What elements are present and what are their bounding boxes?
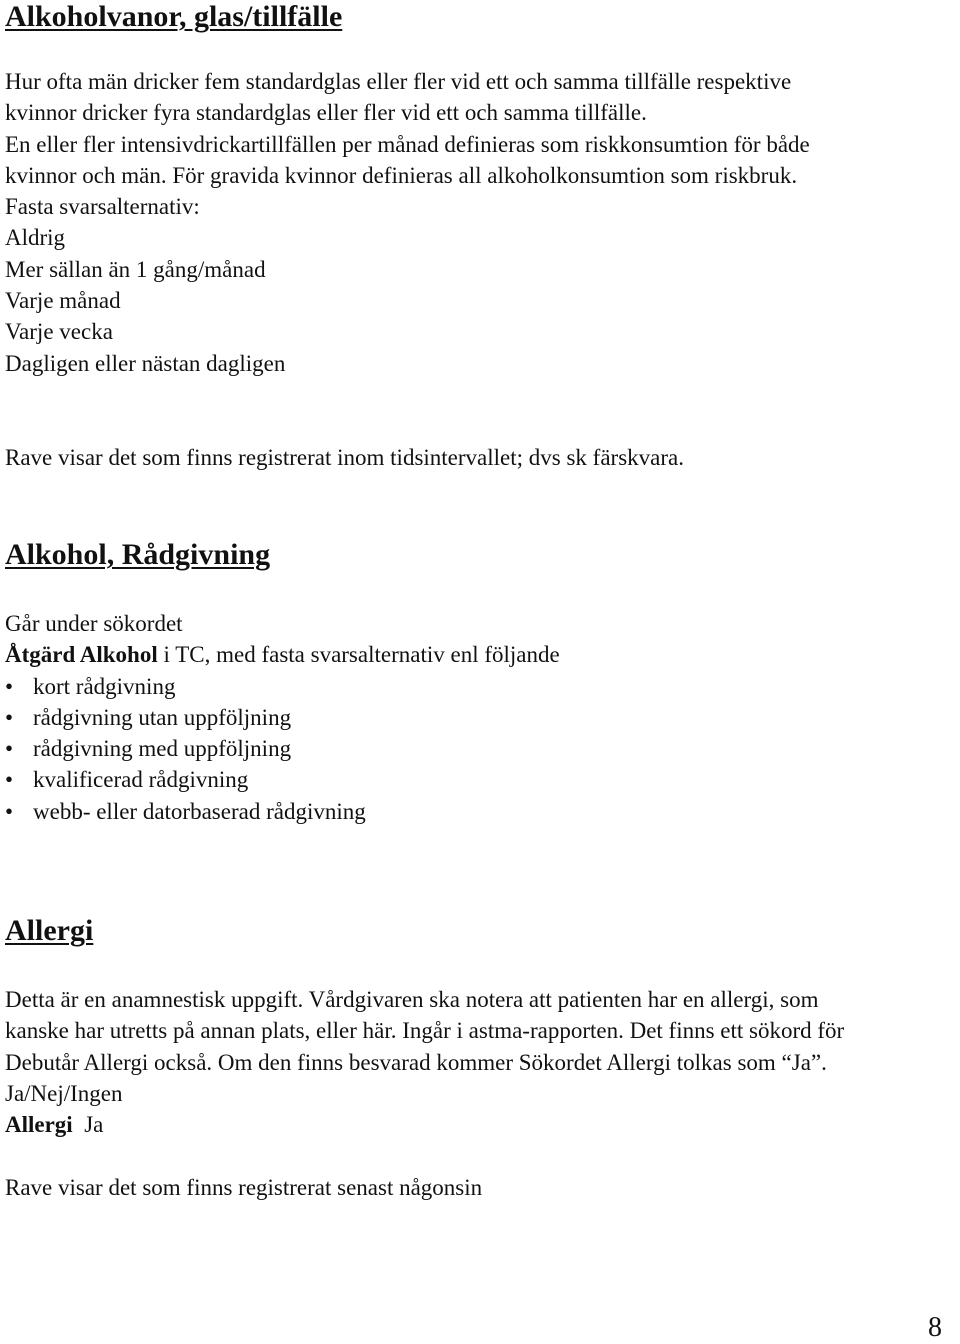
description-line: Detta är en anamnestisk uppgift. Vårdgivaren ska notera att patienten har en allergi, som: [5, 987, 819, 1012]
bullet-list: [5, 671, 560, 827]
section-note: Rave visar det som finns registrerat senast någonsin: [5, 1175, 483, 1200]
example-line: [5, 1109, 844, 1140]
list-item-text: rådgivning utan uppföljning: [33, 704, 292, 730]
example-value: Ja: [84, 1112, 104, 1138]
list-item: [5, 733, 560, 764]
section-body-allergi: [5, 984, 844, 1140]
description-line: kanske har utretts på annan plats, eller här. Ingår i astma-rapporten. Det finns ett sökord för: [5, 1018, 845, 1044]
option-item: Aldrig: [5, 225, 66, 251]
option-item: Dagligen eller nästan dagligen: [5, 350, 286, 376]
keyword-rest: i TC, med fasta svarsalternativ enl följande: [157, 642, 560, 668]
page-number: 8: [928, 1312, 942, 1343]
options-text: Ja/Nej/Ingen: [5, 1080, 123, 1106]
list-item-text: rådgivning med uppföljning: [33, 736, 292, 762]
intro-text: Går under sökordet: [5, 611, 183, 636]
description-line: kvinnor och män. För gravida kvinnor definieras all alkoholkonsumtion som riskbruk.: [5, 162, 798, 188]
list-item: [5, 702, 560, 733]
list-item-text: kvalificerad rådgivning: [33, 767, 249, 793]
options-label: Fasta svarsalternativ:: [5, 194, 200, 220]
example-label: Allergi: [5, 1112, 73, 1138]
list-item: [5, 764, 560, 795]
keyword-line: [5, 639, 560, 670]
section-heading-allergi: Allergi: [5, 914, 94, 947]
section-note: Rave visar det som finns registrerat inom tidsintervallet; dvs sk färskvara.: [5, 445, 684, 470]
section-description: [5, 66, 810, 379]
list-item: [5, 671, 560, 702]
list-item: [5, 796, 560, 827]
description-line: Debutår Allergi också. Om den finns besvarad kommer Sökordet Allergi tolkas som “Ja”.: [5, 1049, 827, 1075]
list-item-text: webb- eller datorbaserad rådgivning: [33, 798, 366, 824]
section-heading-alkoholvanor: Alkoholvanor, glas/tillfälle: [5, 0, 343, 33]
description-line: En eller fler intensivdrickartillfällen per månad definieras som riskkonsumtion för både: [5, 131, 810, 157]
bullet-icon: •: [5, 704, 14, 730]
list-item-text: kort rådgivning: [33, 673, 176, 699]
bullet-icon: •: [5, 798, 14, 824]
bullet-icon: •: [5, 673, 14, 699]
option-item: Mer sällan än 1 gång/månad: [5, 256, 266, 282]
description-line: kvinnor dricker fyra standardglas eller fler vid ett och samma tillfälle.: [5, 100, 647, 126]
option-item: Varje månad: [5, 288, 121, 314]
bullet-icon: •: [5, 767, 14, 793]
bullet-icon: •: [5, 736, 14, 762]
option-item: Varje vecka: [5, 319, 113, 345]
section-heading-radgivning: Alkohol, Rådgivning: [5, 538, 271, 571]
description-line: Hur ofta män dricker fem standardglas eller fler vid ett och samma tillfälle respektive: [5, 69, 792, 94]
section-body-radgivning: [5, 608, 560, 827]
keyword-bold: Åtgärd Alkohol: [5, 642, 158, 668]
